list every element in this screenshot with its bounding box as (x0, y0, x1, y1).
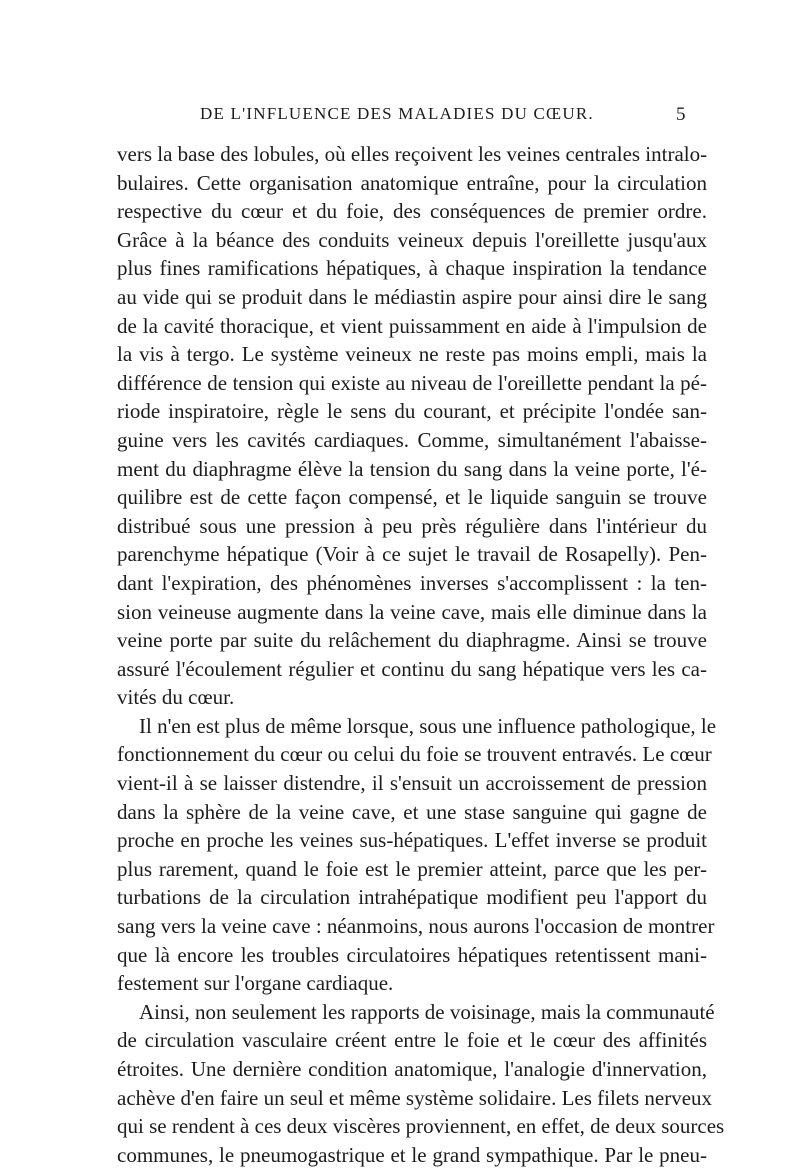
text-line: achève d'en faire un seul et même système solidaire. Les filets nerveux (117, 1085, 713, 1110)
paragraph-end-line: festement sur l'organe cardiaque. (117, 971, 394, 996)
body-text (117, 140, 725, 1169)
text-line: plus rarement, quand le foie est le premier atteint, parce que les per- (117, 856, 707, 881)
text-line: parenchyme hépatique (Voir à ce sujet le travail de Rosapelly). Pen- (117, 542, 707, 567)
text-line: dans la sphère de la veine cave, et une stase sanguine qui gagne de (117, 799, 707, 824)
paragraph-start-line: Il n'en est plus de même lorsque, sous une influence pathologique, le (139, 713, 717, 738)
text-line: assuré l'écoulement régulier et continu du sang hépatique vers les ca- (117, 656, 707, 681)
text-line: Grâce à la béance des conduits veineux depuis l'oreillette jusqu'aux (117, 227, 707, 252)
text-line: sion veineuse augmente dans la veine cave, mais elle diminue dans la (117, 599, 707, 624)
text-line: de la cavité thoracique, et vient puissamment en aide à l'impulsion de (117, 313, 707, 338)
text-line: la vis à tergo. Le système veineux ne reste pas moins empli, mais la (117, 342, 707, 367)
text-line: riode inspiratoire, règle le sens du courant, et précipite l'ondée san- (117, 399, 707, 424)
text-line: fonctionnement du cœur ou celui du foie se trouvent entravés. Le cœur (117, 742, 712, 767)
text-line: qui se rendent à ces deux viscères proviennent, en effet, de deux sources (117, 1114, 725, 1139)
text-line: guine vers les cavités cardiaques. Comme, simultanément l'abaisse- (117, 427, 707, 452)
text-line: ment du diaphragme élève la tension du sang dans la veine porte, l'é- (117, 456, 707, 481)
text-line: que là encore les troubles circulatoires hépatiques retentissent mani- (117, 942, 707, 967)
text-line: de circulation vasculaire créent entre le foie et le cœur des affinités (117, 1028, 707, 1053)
running-head: DE L'INFLUENCE DES MALADIES DU CŒUR. (200, 104, 594, 123)
text-line: plus fines ramifications hépatiques, à chaque inspiration la tendance (117, 256, 707, 281)
text-line: distribué sous une pression à peu près régulière dans l'intérieur du (117, 513, 707, 538)
text-line: respective du cœur et du foie, des conséquences de premier ordre. (117, 199, 707, 224)
text-line: vers la base des lobules, où elles reçoivent les veines centrales intralo- (117, 142, 708, 166)
text-line: dant l'expiration, des phénomènes inverses s'accomplissent : la ten- (117, 570, 707, 595)
text-line: au vide qui se produit dans le médiastin aspire pour ainsi dire le sang (117, 284, 707, 309)
page-number: 5 (676, 104, 686, 125)
text-line: sang vers la veine cave : néanmoins, nous aurons l'occasion de montrer (117, 914, 715, 939)
paragraph-start-line: Ainsi, non seulement les rapports de voisinage, mais la communauté (139, 999, 715, 1024)
text-line: vient-il à se laisser distendre, il s'ensuit un accroissement de pression (117, 771, 707, 796)
text-line: bulaires. Cette organisation anatomique entraîne, pour la circulation (117, 170, 707, 195)
paragraph-end-line: vités du cœur. (117, 685, 235, 710)
text-line: étroites. Une dernière condition anatomique, l'analogie d'innervation, (117, 1057, 707, 1081)
page-header (0, 104, 800, 128)
text-line: turbations de la circulation intrahépatique modifient peu l'apport du (117, 885, 707, 910)
text-line: communes, le pneumogastrique et le grand sympathique. Par le pneu- (117, 1142, 707, 1167)
text-line: proche en proche les veines sus-hépatiques. L'effet inverse se produit (117, 828, 707, 853)
text-line: quilibre est de cette façon compensé, et le liquide sanguin se trouve (117, 485, 707, 510)
text-line: différence de tension qui existe au niveau de l'oreillette pendant la pé- (117, 370, 707, 395)
text-line: veine porte par suite du relâchement du diaphragme. Ainsi se trouve (117, 628, 707, 653)
